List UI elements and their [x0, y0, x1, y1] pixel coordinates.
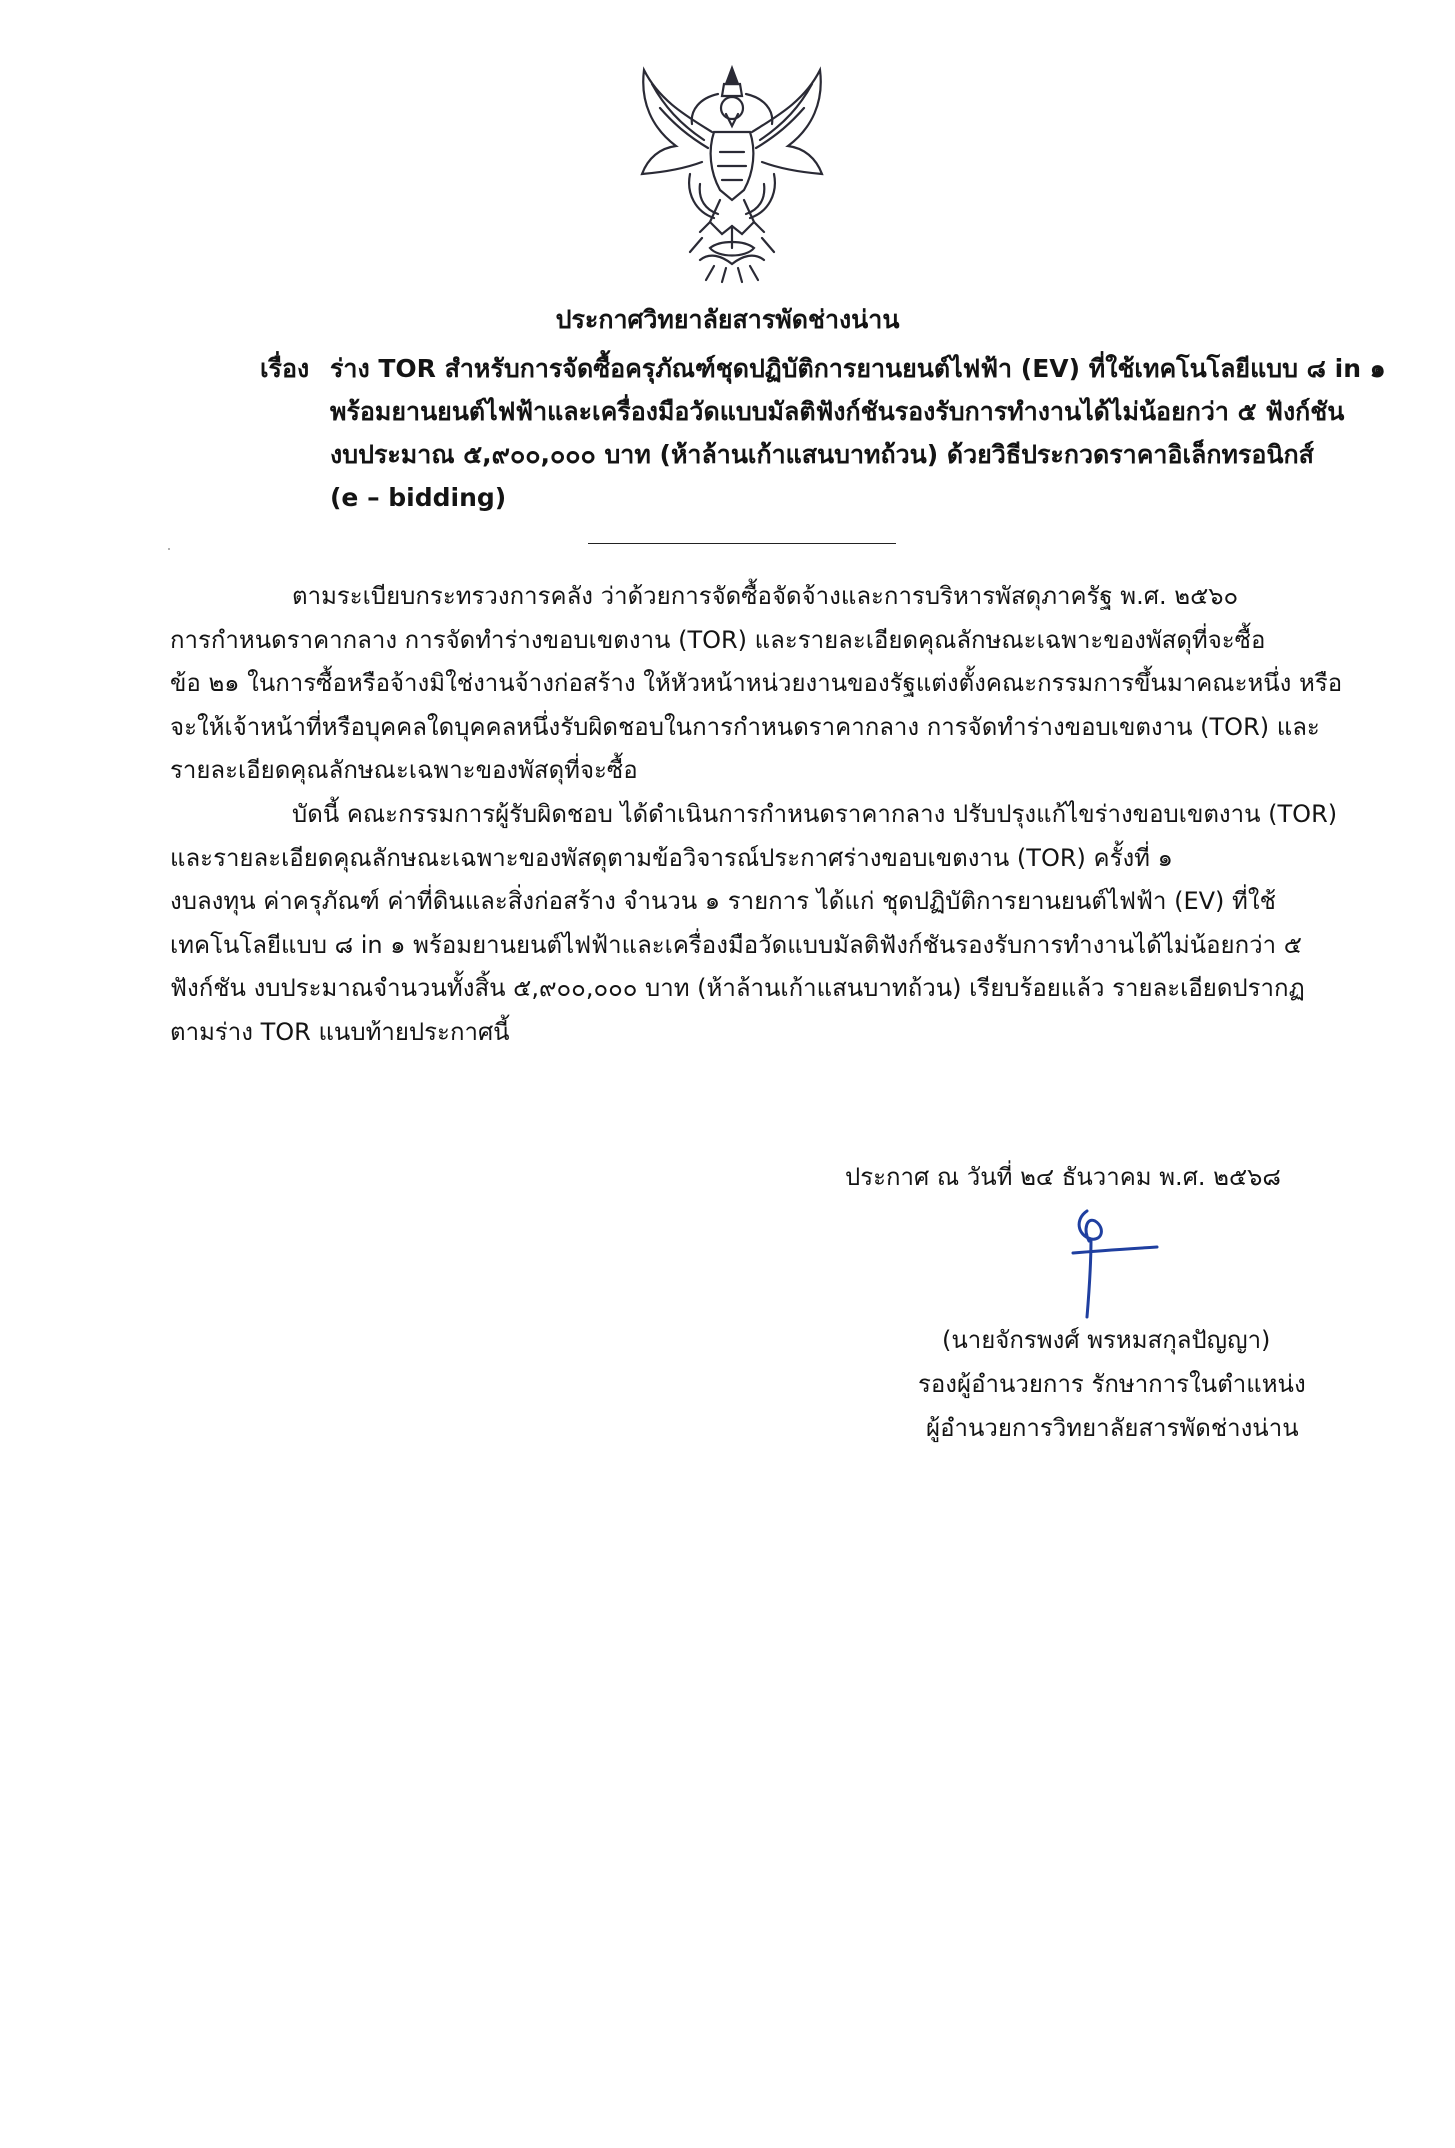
- subject-line: ร่าง TOR สำหรับการจัดซื้อครุภัณฑ์ชุดปฏิบัติการยานยนต์ไฟฟ้า (EV) ที่ใช้เทคโนโลยีแบบ ๘ in ๑: [330, 354, 1386, 383]
- body-line: บัดนี้ คณะกรรมการผู้รับผิดชอบ ได้ดำเนินการกำหนดราคากลาง ปรับปรุงแก้ไขร่างขอบเขตงาน (TOR): [292, 799, 1338, 828]
- body-line: และรายละเอียดคุณลักษณะเฉพาะของพัสดุตามข้อวิจารณ์ประกาศร่างขอบเขตงาน (TOR) ครั้งที่ ๑: [170, 843, 1173, 872]
- body-line: ตามร่าง TOR แนบท้ายประกาศนี้: [170, 1017, 510, 1046]
- body-line: รายละเอียดคุณลักษณะเฉพาะของพัสดุที่จะซื้อ: [170, 756, 638, 785]
- subject-line: พร้อมยานยนต์ไฟฟ้าและเครื่องมือวัดแบบมัลติฟังก์ชันรองรับการทำงานได้ไม่น้อยกว่า ๕ ฟังก์ชัน: [330, 397, 1345, 426]
- announcement-body: [170, 575, 1360, 1055]
- body-line: เทคโนโลยีแบบ ๘ in ๑ พร้อมยานยนต์ไฟฟ้าและเครื่องมือวัดแบบมัลติฟังก์ชันรองรับการทำงานได้ไม่น้อยกว่า ๕: [170, 930, 1302, 959]
- signer-position: รองผู้อำนวยการ รักษาการในตำแหน่ง: [918, 1370, 1306, 1398]
- body-line: จะให้เจ้าหน้าที่หรือบุคคลใดบุคคลหนึ่งรับผิดชอบในการกำหนดราคากลาง การจัดทำร่างขอบเขตงาน (TOR) และ: [170, 712, 1320, 741]
- signer-block: [870, 1318, 1440, 1450]
- subject-label: เรื่อง: [260, 354, 310, 383]
- body-line: ข้อ ๒๑ ในการซื้อหรือจ้างมิใช่งานจ้างก่อสร้าง ให้หัวหน้าหน่วยงานของรัฐแต่งตั้งคณะกรรมการขึ้นมาคณะหนึ่ง หรือ: [170, 669, 1343, 698]
- subject-line: (e – bidding): [330, 483, 507, 512]
- body-line: การกำหนดราคากลาง การจัดทำร่างขอบเขตงาน (TOR) และรายละเอียดคุณลักษณะเฉพาะของพัสดุที่จะซื้อ: [170, 625, 1266, 654]
- body-line: งบลงทุน ค่าครุภัณฑ์ ค่าที่ดินและสิ่งก่อสร้าง จำนวน ๑ รายการ ได้แก่ ชุดปฏิบัติการยานยนต์ไฟฟ้า (EV) ที่ใช้: [170, 887, 1276, 916]
- body-line: ฟังก์ชัน งบประมาณจำนวนทั้งสิ้น ๕,๙๐๐,๐๐๐ บาท (ห้าล้านเก้าแสนบาทถ้วน) เรียบร้อยแล้ว รายละเอียดปรากฏ: [170, 974, 1305, 1003]
- scan-speck: [168, 548, 170, 550]
- heading-divider: [588, 543, 896, 544]
- body-line: ตามระเบียบกระทรวงการคลัง ว่าด้วยการจัดซื้อจัดจ้างและการบริหารพัสดุภาครัฐ พ.ศ. ๒๕๖๐: [292, 582, 1239, 610]
- signer-name: (นายจักรพงศ์ พรหมสกุลปัญญา): [942, 1326, 1271, 1354]
- subject-line: งบประมาณ ๕,๙๐๐,๐๐๐ บาท (ห้าล้านเก้าแสนบาทถ้วน) ด้วยวิธีประกวดราคาอิเล็กทรอนิกส์: [330, 440, 1314, 469]
- handwritten-signature-icon: [1065, 1205, 1160, 1325]
- subject-text: [330, 347, 1386, 519]
- announcement-heading: ประกาศวิทยาลัยสารพัดช่างน่าน: [555, 305, 900, 334]
- announcement-date: ประกาศ ณ วันที่ ๒๔ ธันวาคม พ.ศ. ๒๕๖๘: [845, 1163, 1281, 1191]
- garuda-emblem-icon: [630, 62, 835, 287]
- signer-organization: ผู้อำนวยการวิทยาลัยสารพัดช่างน่าน: [926, 1414, 1299, 1442]
